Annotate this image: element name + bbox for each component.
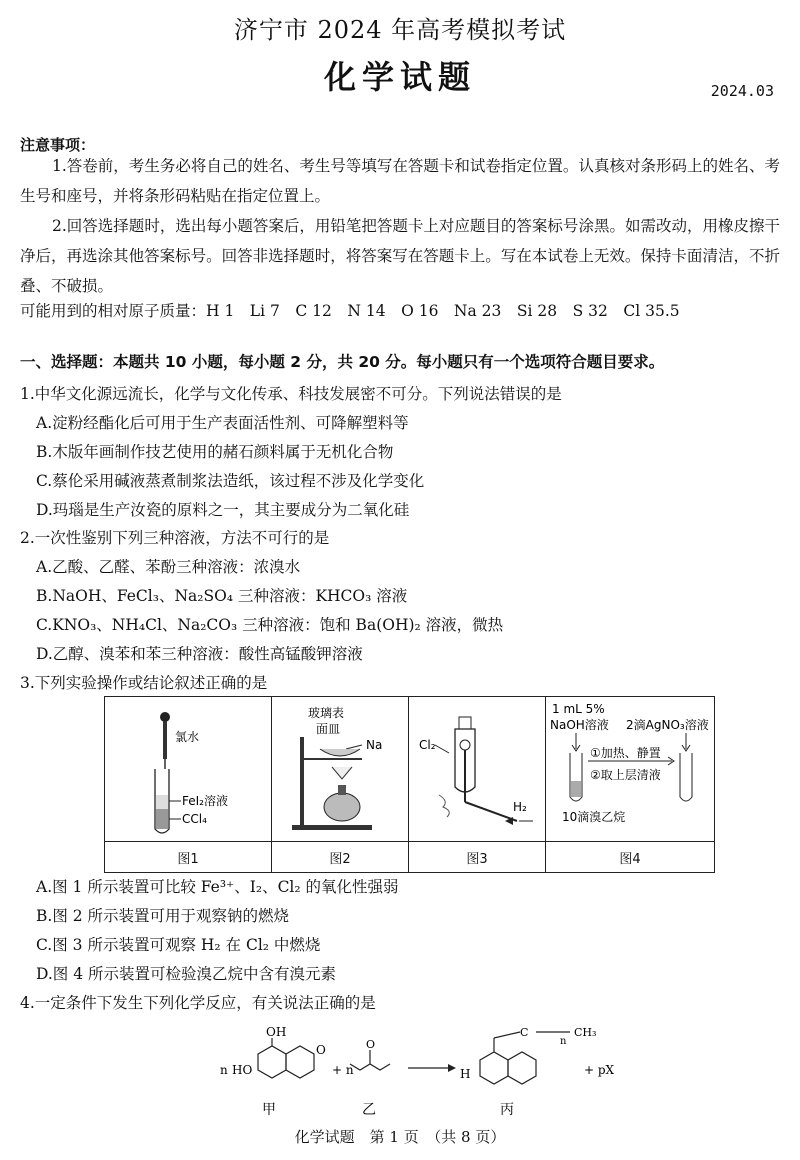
exam-title: 济宁市 2024 年高考模拟考试 <box>233 16 567 44</box>
option-d: D.图 4 所示装置可检验溴乙烷中含有溴元素 <box>36 965 337 983</box>
dropper-tube <box>163 721 167 759</box>
reagent-amount-label: 1 mL 5% <box>552 702 605 716</box>
chlorine-label: Cl₂ <box>419 738 436 752</box>
figure-2-drawing <box>272 697 408 837</box>
stand-rod <box>300 737 304 827</box>
test-tube-right <box>680 753 692 801</box>
subject-title: 化学试题 <box>323 58 476 96</box>
option-c: C.蔡伦采用碱液蒸煮制浆法造纸，该过程不涉及化学变化 <box>36 472 425 490</box>
plus-px: + pX <box>584 1063 615 1077</box>
option-c: C.图 3 所示装置可观察 H₂ 在 Cl₂ 中燃烧 <box>36 936 321 954</box>
watch-glass <box>320 749 360 756</box>
ho-group: HO <box>232 1063 253 1077</box>
figure-2 <box>272 697 409 842</box>
naoh-label: NaOH溶液 <box>550 718 609 732</box>
section-heading: 一、选择题：本题共 10 小题，每小题 2 分，共 20 分。每小题只有一个选项符合题目要求。 <box>20 353 665 371</box>
ch3-end: CH₃ <box>574 1026 597 1039</box>
h-end: H <box>460 1067 471 1081</box>
lower-liquid <box>156 809 168 829</box>
option-a: A.淀粉经酯化后可用于生产表面活性剂、可降解塑料等 <box>36 414 409 432</box>
option-b: B.木版年画制作技艺使用的赭石颜料属于无机化合物 <box>36 443 394 461</box>
question-3-options <box>36 873 399 989</box>
step2-label: ②取上层清液 <box>590 768 661 782</box>
atomic-masses: 可能用到的相对原子质量：H 1 Li 7 C 12 N 14 O 16 Na 23 Si 28 S 32 Cl 35.5 <box>20 302 680 320</box>
question-1 <box>20 380 562 409</box>
solution1-label: FeI₂溶液 <box>182 794 228 808</box>
alcohol-lamp <box>324 793 360 821</box>
figure-4-drawing <box>546 697 714 837</box>
figure-4 <box>546 697 715 842</box>
coumarin-structure-a <box>258 1038 314 1078</box>
hydrogen-label: H₂ <box>513 800 527 814</box>
figure-1 <box>105 697 272 842</box>
dropper-label: 氯水 <box>175 730 200 744</box>
option-a: A.乙酸、乙醛、苯酚三种溶液：浓溴水 <box>36 558 301 576</box>
question-stem: 2.一次性鉴别下列三种溶液，方法不可行的是 <box>20 529 330 547</box>
plus-n: + n <box>332 1063 354 1077</box>
option-d: D.乙醇、溴苯和苯三种溶液：酸性高锰酸钾溶液 <box>36 645 363 663</box>
n-subscript: n <box>560 1036 567 1047</box>
option-d: D.玛瑙是生产汝瓷的原料之一，其主要成分为二氧化硅 <box>36 501 410 519</box>
figure-1-caption: 图1 <box>105 842 272 873</box>
dish-label-2: 面皿 <box>316 722 341 736</box>
coefficient-n: n <box>220 1063 228 1077</box>
reaction-scheme <box>200 1024 640 1124</box>
option-c: C.KNO₃、NH₄Cl、Na₂CO₃ 三种溶液：饱和 Ba(OH)₂ 溶液，微热 <box>36 616 504 634</box>
sodium-label: Na <box>366 738 383 752</box>
question-2 <box>20 524 329 553</box>
solution2-label: CCl₄ <box>182 812 207 826</box>
figure-3-caption: 图3 <box>409 842 546 873</box>
carbonate-structure-b <box>350 1050 390 1070</box>
upper-liquid <box>156 795 168 809</box>
question-4 <box>20 989 376 1018</box>
label-yi: 乙 <box>362 1102 376 1118</box>
notice-item-1: 1.答卷前，考生务必将自己的姓名、考生号等填写在答题卡和试卷指定位置。认真核对条形码上的姓名、考生号和座号，并将条形码粘贴在指定位置上。 <box>20 157 780 205</box>
option-b: B.NaOH、FeCl₃、Na₂SO₄ 三种溶液：KHCO₃ 溶液 <box>36 587 408 605</box>
polymer-structure-c <box>480 1032 570 1084</box>
svg-text:O: O <box>316 1043 326 1057</box>
svg-text:C: C <box>520 1026 529 1039</box>
sample-label: 10滴溴乙烷 <box>562 810 626 824</box>
figure-3 <box>409 697 546 842</box>
oh-group: OH <box>266 1025 287 1039</box>
question-stem: 4.一定条件下发生下列化学反应，有关说法正确的是 <box>20 994 376 1012</box>
notice-heading: 注意事项： <box>20 136 96 154</box>
dish-label-1: 玻璃表 <box>308 706 345 720</box>
figure-1-drawing <box>105 697 271 837</box>
question-1-options <box>36 409 424 525</box>
step1-label: ①加热、静置 <box>590 746 661 760</box>
label-jia: 甲 <box>262 1102 276 1118</box>
page-footer: 化学试题 第 1 页 （共 8 页） <box>294 1128 506 1146</box>
silver-nitrate-label: 2滴AgNO₃溶液 <box>626 718 709 732</box>
figure-3-drawing <box>409 697 545 837</box>
figure-4-caption: 图4 <box>546 842 715 873</box>
exam-date: 2024.03 <box>710 82 774 100</box>
notice-item-2: 2.回答选择题时，选出每小题答案后，用铅笔把答题卡上对应题目的答案标号涂黑。如需改动，用橡皮擦干净后，再选涂其他答案标号。回答非选择题时，将答案写在答题卡上。写在本试卷上无效。保持卡面清洁，不折叠、不破损。 <box>20 217 780 295</box>
option-b: B.图 2 所示装置可用于观察钠的燃烧 <box>36 907 290 925</box>
option-a: A.图 1 所示装置可比较 Fe³⁺、I₂、Cl₂ 的氧化性强弱 <box>36 878 399 896</box>
svg-text:O: O <box>366 1038 376 1051</box>
question-stem: 3.下列实验操作或结论叙述正确的是 <box>20 674 268 692</box>
dropper-bulb <box>160 712 170 722</box>
question-3 <box>20 669 267 698</box>
question-stem: 1.中华文化源远流长，化学与文化传承、科技发展密不可分。下列说法错误的是 <box>20 385 562 403</box>
question-2-options <box>36 553 503 669</box>
figure-table <box>104 696 715 873</box>
figure-2-caption: 图2 <box>272 842 409 873</box>
label-bing: 丙 <box>500 1102 514 1118</box>
stand-base <box>292 825 372 830</box>
